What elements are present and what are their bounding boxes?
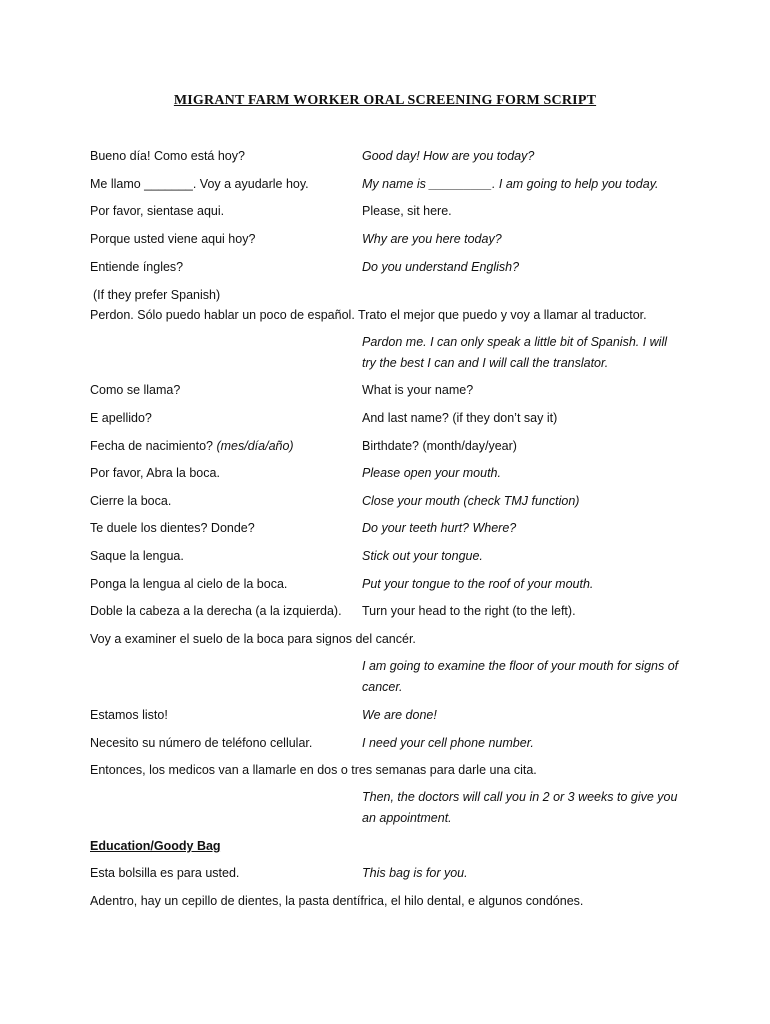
english-phrase: Do your teeth hurt? Where?: [362, 521, 517, 535]
spanish-phrase: Estamos listo!: [90, 708, 168, 722]
english-phrase: We are done!: [362, 708, 437, 722]
spanish-phrase-text: Fecha de nacimiento?: [90, 439, 217, 453]
english-phrase: I need your cell phone number.: [362, 736, 534, 750]
spanish-phrase: Me llamo _______. Voy a ayudarle hoy.: [90, 177, 309, 191]
english-phrase: Birthdate? (month/day/year): [362, 439, 517, 453]
spanish-phrase: Como se llama?: [90, 383, 181, 397]
english-phrase: Please open your mouth.: [362, 466, 501, 480]
spanish-phrase: [90, 438, 294, 454]
spanish-phrase: Doble la cabeza a la derecha (a la izquierda).: [90, 604, 342, 618]
spanish-phrase: Porque usted viene aqui hoy?: [90, 232, 256, 246]
spanish-phrase: Por favor, sientase aqui.: [90, 204, 225, 218]
spanish-phrase: Ponga la lengua al cielo de la boca.: [90, 577, 288, 591]
english-phrase: Good day! How are you today?: [362, 149, 535, 163]
spanish-phrase: Adentro, hay un cepillo de dientes, la pasta dentífrica, el hilo dental, e algunos condónes.: [90, 894, 584, 908]
date-format-hint: (mes/día/año): [216, 439, 294, 453]
spanish-phrase: Entonces, los medicos van a llamarle en dos o tres semanas para darle una cita.: [90, 763, 537, 777]
english-phrase: Then, the doctors will call you in 2 or 3 weeks to give you an appointment.: [362, 790, 678, 825]
spanish-phrase: E apellido?: [90, 411, 152, 425]
spanish-phrase: Perdon. Sólo puedo hablar un poco de español. Trato el mejor que puedo y voy a llamar al traductor.: [90, 308, 647, 322]
english-phrase: Turn your head to the right (to the left).: [362, 604, 576, 618]
english-phrase: Please, sit here.: [362, 204, 452, 218]
spanish-phrase: Voy a examiner el suelo de la boca para signos del cancér.: [90, 632, 416, 646]
english-phrase: Pardon me. I can only speak a little bit of Spanish. I will try the best I can and I will call the translator.: [362, 335, 668, 370]
english-phrase: What is your name?: [362, 383, 474, 397]
section-heading: Education/Goody Bag: [90, 839, 221, 853]
spanish-phrase: Te duele los dientes? Donde?: [90, 521, 255, 535]
spanish-phrase: Bueno día! Como está hoy?: [90, 149, 245, 163]
english-phrase: I am going to examine the floor of your mouth for signs of cancer.: [362, 659, 679, 694]
english-phrase: This bag is for you.: [362, 866, 468, 880]
spanish-preference-note: (If they prefer Spanish): [93, 288, 221, 302]
spanish-phrase: Cierre la boca.: [90, 494, 172, 508]
english-phrase: Put your tongue to the roof of your mouth.: [362, 577, 594, 591]
english-phrase: My name is _________. I am going to help you today.: [362, 177, 659, 191]
spanish-phrase: Esta bolsilla es para usted.: [90, 866, 240, 880]
document-title: MIGRANT FARM WORKER ORAL SCREENING FORM SCRIPT: [173, 93, 597, 108]
english-phrase: Why are you here today?: [362, 232, 502, 246]
spanish-phrase: Saque la lengua.: [90, 549, 184, 563]
english-phrase: Stick out your tongue.: [362, 549, 483, 563]
english-phrase: Do you understand English?: [362, 260, 520, 274]
spanish-phrase: Necesito su número de teléfono cellular.: [90, 736, 313, 750]
spanish-phrase: Entiende íngles?: [90, 260, 184, 274]
english-phrase: Close your mouth (check TMJ function): [362, 494, 580, 508]
english-phrase: And last name? (if they don’t say it): [362, 411, 558, 425]
spanish-phrase: Por favor, Abra la boca.: [90, 466, 220, 480]
